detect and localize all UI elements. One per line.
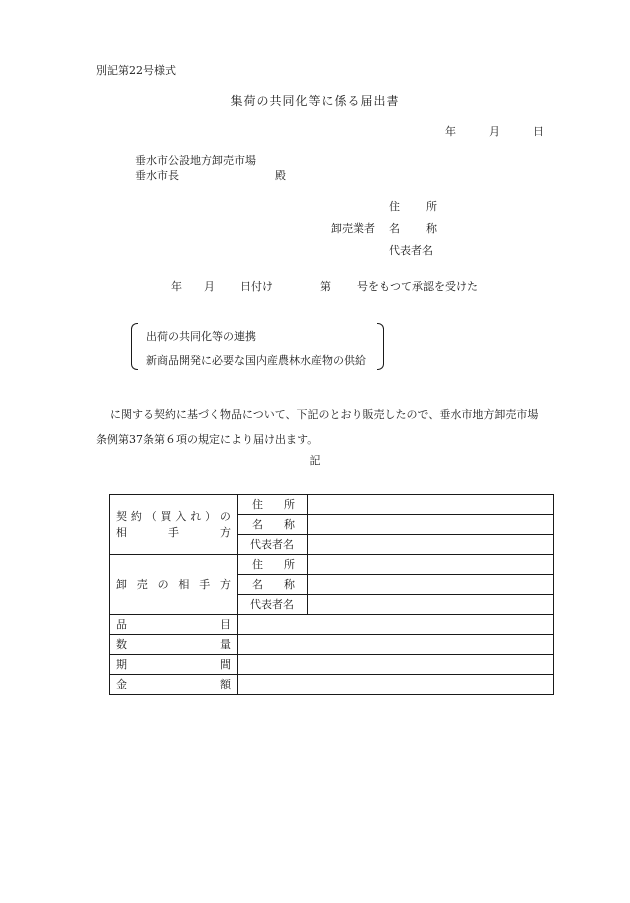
label-char: 品 [116,618,127,631]
option-new-product: 新商品開発に必要な国内産農林水産物の供給 [146,354,366,367]
approval-year: 年 [171,280,182,293]
applicant-role: 卸売業者 [331,222,375,235]
detail-table [109,494,554,695]
label-char: れ [190,509,202,523]
label-char: 住 [252,558,263,571]
date-line [0,126,544,137]
label-char: の [157,578,169,591]
wholesale-name-label [238,575,308,595]
quantity-value[interactable] [238,635,554,655]
table-row [110,555,554,575]
label-char: 数 [116,638,127,651]
label-char: 住 [389,200,400,213]
body-line-2: 条例第37条第６項の規定により届け出ます。 [96,433,319,446]
applicant-name-label [389,223,437,234]
label-char: 名 [389,222,400,235]
label-char: 相 [178,578,190,591]
option-bracket [131,323,384,370]
wholesale-address-label [238,555,308,575]
label-char: （ [145,509,157,523]
label-char: ） [205,509,217,523]
label-char: 買 [160,509,172,523]
label-char: 期 [116,658,127,671]
quantity-label [110,635,238,655]
label-char: 間 [220,658,231,671]
label-char: 売 [136,578,148,591]
addressee-honorific: 殿 [275,169,286,182]
label-char: 名 [252,518,263,531]
label-char: 手 [168,525,179,539]
wholesale-party-label [110,555,238,615]
label-char: 方 [220,525,231,539]
amount-label [110,675,238,695]
label-char: 所 [284,558,295,571]
contract-address-value[interactable] [308,495,554,515]
label-char: 卸 [116,578,127,591]
table-row [110,635,554,655]
label-char: 所 [426,200,437,213]
label-char: 相 [116,525,127,539]
wholesale-representative-label: 代表者名 [238,595,308,615]
contract-representative-label: 代表者名 [238,535,308,555]
wholesale-representative-value[interactable] [308,595,554,615]
label-char: 所 [284,498,295,511]
contract-name-value[interactable] [308,515,554,535]
label-char: 額 [220,678,231,691]
approval-no-prefix: 第 [320,280,331,293]
item-value[interactable] [238,615,554,635]
date-month: 月 [489,125,500,138]
contract-address-label [238,495,308,515]
approval-statement: 号をもつて承認を受けた [357,280,478,293]
label-char: 金 [116,678,127,691]
contract-party-label [110,495,238,555]
table-row [110,495,554,515]
amount-value[interactable] [238,675,554,695]
period-label [110,655,238,675]
approval-dated: 日付け [240,280,273,293]
item-label [110,615,238,635]
label-char: 方 [219,578,231,591]
wholesale-name-value[interactable] [308,575,554,595]
applicant-representative-label: 代表者名 [389,244,433,257]
label-char: 手 [199,578,211,591]
period-value[interactable] [238,655,554,675]
label-char: 住 [252,498,263,511]
label-char: 目 [220,618,231,631]
label-char: 量 [220,638,231,651]
date-year: 年 [445,125,456,138]
label-char: 称 [284,578,295,591]
addressee-line2: 垂水市長 [135,169,179,182]
form-number: 別記第22号様式 [96,64,176,77]
left-bracket [131,323,138,370]
contract-name-label [238,515,308,535]
applicant-address-label [389,201,437,212]
addressee-line1: 垂水市公設地方卸売市場 [135,154,256,167]
label-char: 称 [426,222,437,235]
document-title: 集荷の共同化等に係る届出書 [230,94,400,108]
label-char: 名 [252,578,263,591]
wholesale-address-value[interactable] [308,555,554,575]
label-char: 約 [130,509,142,523]
table-row [110,675,554,695]
ki-heading: 記 [309,454,321,467]
right-bracket [377,323,384,370]
label-char: 契 [116,509,127,523]
body-line-1: に関する契約に基づく物品について、下記のとおり販売したので、垂水市地方卸売市場 [110,408,539,421]
label-char: 入 [175,509,187,523]
table-row [110,615,554,635]
date-day: 日 [533,125,544,138]
label-char: 称 [284,518,295,531]
label-char: の [219,509,231,523]
approval-month: 月 [204,280,215,293]
option-joint-shipping: 出荷の共同化等の連携 [146,330,256,343]
table-row [110,655,554,675]
contract-representative-value[interactable] [308,535,554,555]
